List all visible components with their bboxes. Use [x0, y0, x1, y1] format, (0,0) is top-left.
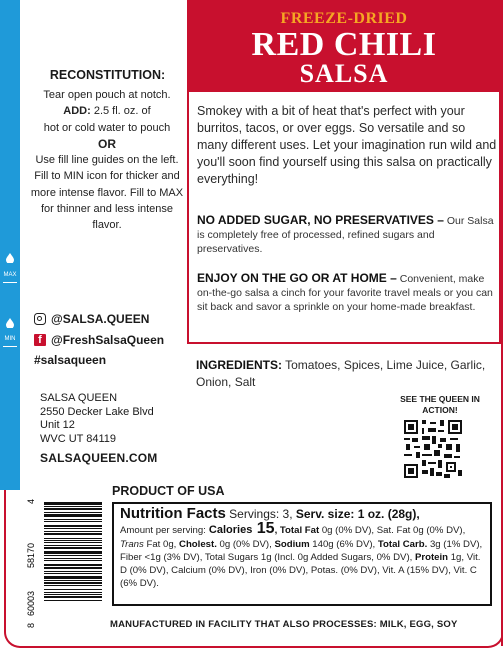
barcode-bar	[44, 508, 102, 510]
add-text: 2.5 fl. oz. of	[90, 105, 151, 118]
instagram-handle: @SALSA.QUEEN	[51, 312, 150, 326]
barcode-bar	[44, 576, 102, 579]
amount-label: Amount per serving:	[120, 525, 206, 537]
cholesterol-label: Cholest.	[176, 538, 217, 550]
claim-heading: NO ADDED SUGAR, NO PRESERVATIVES	[197, 213, 434, 227]
or-divider: OR	[98, 136, 116, 151]
company-address	[40, 392, 154, 446]
qr-code	[404, 420, 462, 478]
protein-value: 1g, Vit. D (0% DV), Calcium (0% DV), Iron (0% DV), Potas. (0% DV), Vit. A (15% DV), Vit. C (6% DV).	[120, 551, 481, 590]
barcode-bar	[44, 528, 102, 529]
nutrition-facts	[112, 502, 492, 606]
reconstitution-step: Tear open pouch at notch.	[43, 89, 171, 101]
claim-separator: –	[433, 213, 444, 227]
barcode-bar	[44, 533, 102, 535]
facebook-handle: @FreshSalsaQueen	[51, 333, 165, 347]
claim-separator: –	[386, 271, 397, 285]
barcode-bar	[44, 540, 102, 541]
barcode-bar	[44, 567, 102, 569]
product-title: RED CHILI	[251, 26, 437, 63]
address-street: 2550 Decker Lake Blvd	[40, 405, 154, 418]
ingredients-list: Tomatoes, Spices, Lime Juice, Garlic, Onion, Salt	[196, 358, 486, 389]
instagram-icon	[34, 313, 46, 325]
barcode-bar	[44, 589, 102, 590]
barcode-bar	[44, 573, 102, 574]
barcode-bar	[44, 600, 102, 601]
cholesterol-value: 0g (0% DV),	[216, 538, 272, 550]
total-fat-value: 0g (0% DV), Sat. Fat 0g (0% DV),	[319, 525, 466, 537]
barcode-bar	[44, 512, 102, 513]
claim-heading: ENJOY ON THE GO OR AT HOME	[197, 271, 387, 285]
barcode-bar	[44, 555, 102, 556]
water-fill-label: WATER FILL LINES	[2, 552, 16, 670]
reconstitution-instructions	[28, 87, 186, 234]
barcode-bar	[44, 547, 102, 549]
nutrition-title: Nutrition Facts	[120, 505, 226, 522]
barcode-digits-mid: 60003	[26, 590, 36, 616]
sodium-label: Sodium	[271, 538, 310, 550]
min-fill-label: MIN	[4, 336, 16, 342]
barcode-bar	[44, 538, 102, 539]
barcode-bar	[44, 564, 102, 566]
add-text-2: hot or cold water to pouch	[43, 121, 171, 134]
address-city: WVC UT 84119	[40, 432, 117, 445]
trans-fat-label: Trans	[120, 538, 144, 550]
qr-caption: SEE THE QUEEN IN ACTION!	[400, 394, 480, 415]
nutrition-text	[120, 507, 488, 591]
product-description: Smokey with a bit of heat that's perfect with your burritos, tacos, or over eggs. So versatile and so many different uses. Let your imagination run wild and you'll soon find yourself using this salsa on practically everything!	[197, 104, 497, 186]
barcode-bar	[44, 521, 102, 522]
barcode-check-digit: 4	[26, 498, 36, 504]
company-name: SALSA QUEEN	[40, 392, 118, 404]
barcode-bar	[44, 582, 102, 584]
add-label: ADD:	[63, 105, 91, 118]
barcode-digit-left: 8	[26, 622, 36, 628]
carb-value: 3g (1% DV), Fiber <1g (3% DV), Total Sugars 1g (Incl. 0g Added Sugars, 0% DV),	[120, 538, 483, 563]
product-origin: PRODUCT OF USA	[112, 484, 225, 498]
barcode-bar	[44, 596, 102, 598]
claim-text: Convenient, make on-the-go salsa a cinch for your favorite travel meals or you can sit back and savor a sprinkle on your home-made breakfast.	[197, 273, 493, 313]
trans-fat-value: Fat 0g,	[143, 538, 177, 550]
address-unit: Unit 12	[40, 419, 75, 431]
barcode-bar	[44, 542, 102, 543]
hashtag-row	[34, 353, 106, 367]
allergen-statement: MANUFACTURED IN FACILITY THAT ALSO PROCESSES: MILK, EGG, SOY	[110, 619, 458, 630]
barcode-bar	[44, 580, 102, 581]
barcode-bar	[44, 506, 102, 507]
barcode-bar	[44, 551, 102, 554]
product-type: SALSA	[299, 59, 389, 88]
reconstitution-title: RECONSTITUTION:	[49, 68, 166, 82]
hashtag: #salsaqueen	[34, 353, 107, 367]
carb-label: Total Carb.	[375, 538, 428, 550]
claim-text: Our Salsa is completely free of processed, refined sugars and preservatives.	[197, 215, 494, 255]
barcode-bar	[44, 560, 102, 561]
instagram-handle-row	[34, 312, 149, 326]
barcode-bar	[44, 558, 102, 559]
product-subtitle: FREEZE-DRIED	[280, 10, 408, 27]
ingredients-label: INGREDIENTS:	[196, 358, 283, 372]
upc-barcode	[24, 498, 104, 634]
ingredients	[196, 357, 496, 391]
barcode-bar	[44, 519, 102, 520]
serving-size: Serv. size: 1 oz. (28g),	[292, 507, 420, 521]
facebook-handle-row	[34, 333, 164, 347]
max-fill-label: MAX	[3, 272, 17, 278]
calories-label: Calories	[205, 524, 253, 537]
barcode-bar	[44, 592, 102, 593]
claim-no-sugar	[197, 213, 497, 256]
barcode-bar	[44, 571, 102, 572]
barcode-bar	[44, 531, 102, 532]
product-header	[187, 0, 501, 92]
barcode-bar	[44, 594, 102, 595]
facebook-icon: f	[34, 334, 46, 346]
claim-on-the-go	[197, 271, 497, 314]
barcode-bar	[44, 525, 102, 527]
barcode-bar	[44, 545, 102, 546]
website-url: SALSAQUEEN.COM	[40, 451, 158, 465]
alternative-instructions: Use fill line guides on the left. Fill to MIN icon for thicker and more intense flavor. Fill to MAX for thinner and less intense flavor.	[30, 154, 184, 232]
barcode-digits-right: 58170	[26, 542, 36, 568]
calories-value: 15	[252, 520, 275, 538]
barcode-bar	[44, 585, 102, 586]
sodium-value: 140g (6% DV),	[309, 538, 376, 550]
total-fat-label: , Total Fat	[274, 525, 320, 537]
barcode-bar	[44, 502, 102, 505]
servings: Servings: 3,	[225, 507, 293, 521]
barcode-bar	[44, 514, 102, 517]
protein-label: Protein	[412, 551, 449, 563]
